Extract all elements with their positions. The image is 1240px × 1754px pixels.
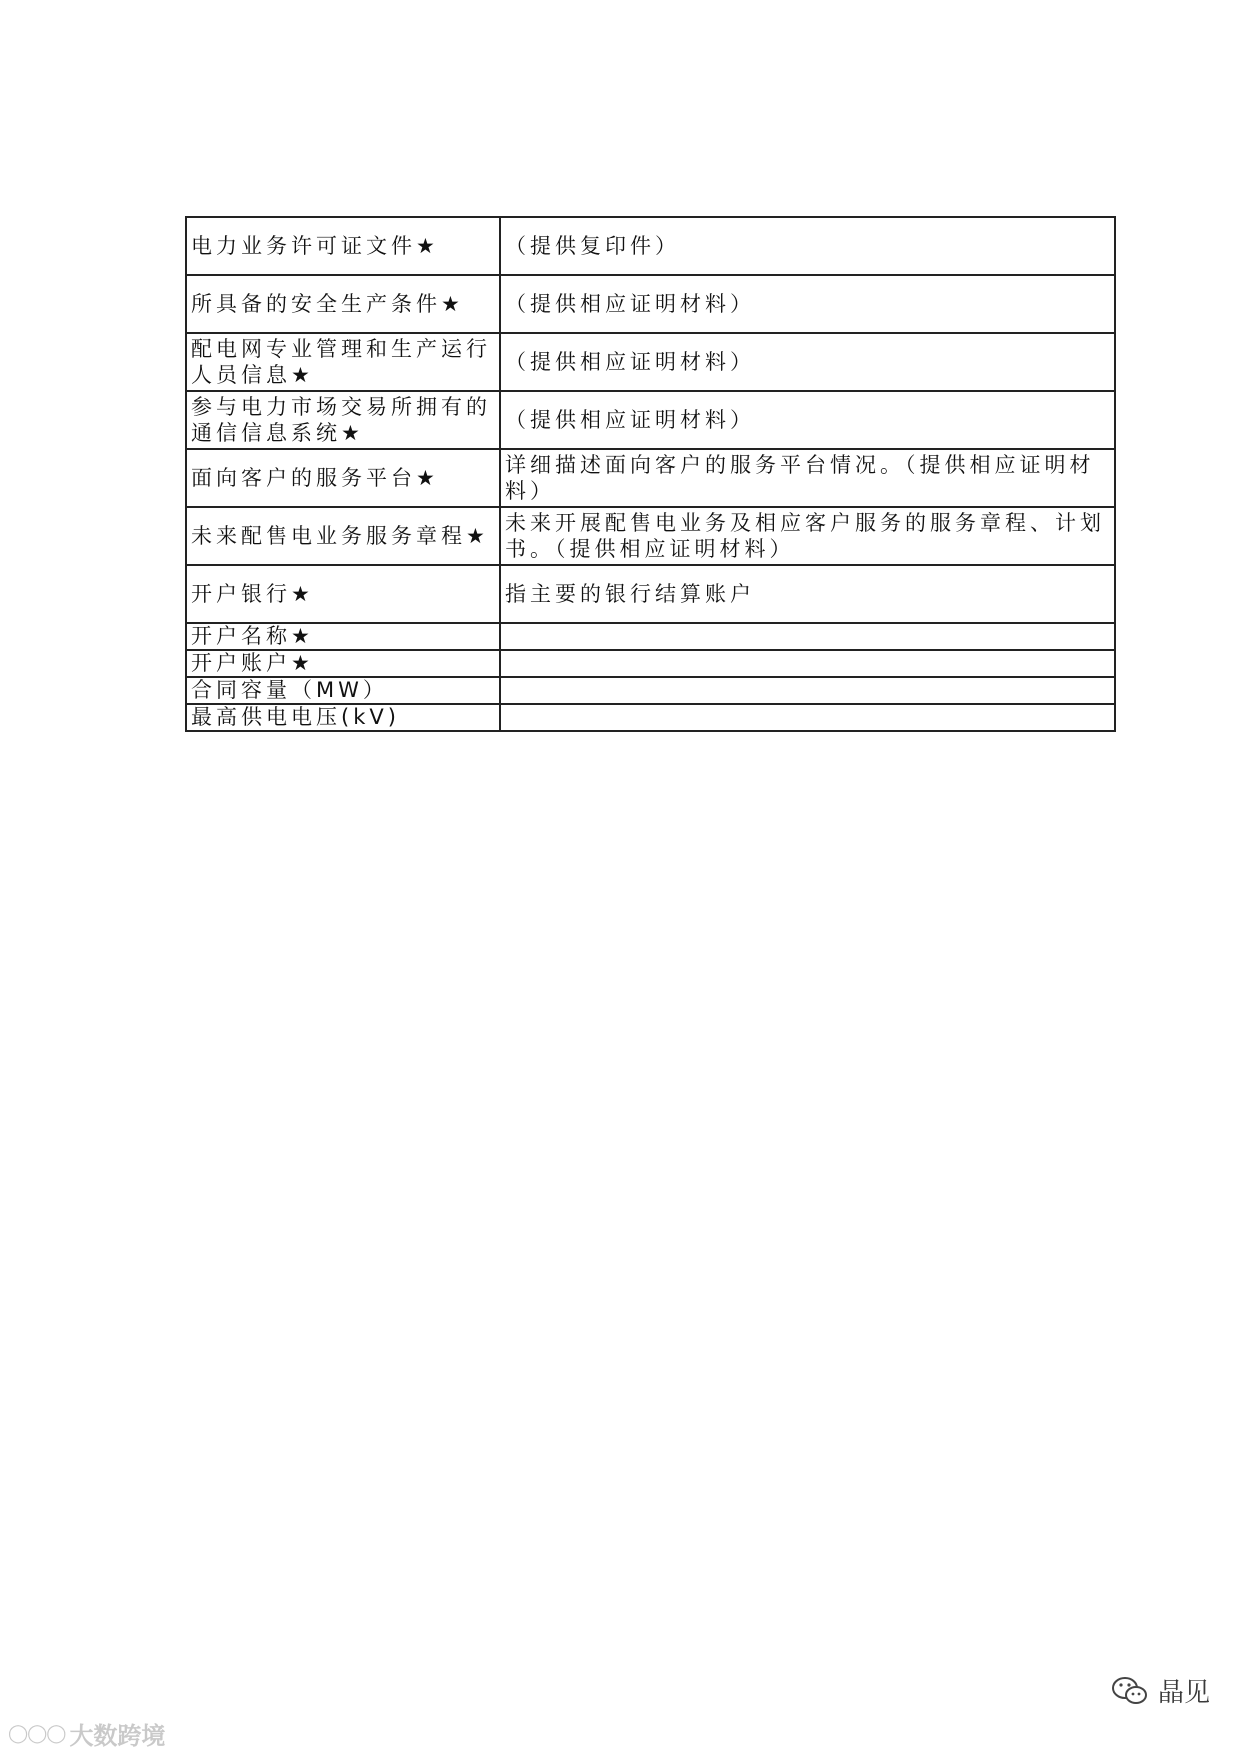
watermark-left (8, 1716, 165, 1751)
row-label: 电力业务许可证文件★ (186, 217, 500, 275)
table-row (186, 333, 1115, 391)
row-value: 指主要的银行结算账户 (500, 565, 1115, 623)
row-value: 详细描述面向客户的服务平台情况。（提供相应证明材料） (500, 449, 1115, 507)
row-label: 配电网专业管理和生产运行人员信息★ (186, 333, 500, 391)
row-value: （提供复印件） (500, 217, 1115, 275)
row-value (500, 677, 1115, 704)
row-label: 最高供电电压(kV) (186, 704, 500, 731)
table-row (186, 623, 1115, 650)
table-row (186, 449, 1115, 507)
row-label: 合同容量（MW） (186, 677, 500, 704)
row-label: 开户账户★ (186, 650, 500, 677)
table-row (186, 677, 1115, 704)
table-row (186, 217, 1115, 275)
table-row (186, 391, 1115, 449)
watermark-right (1110, 1672, 1210, 1709)
row-value (500, 650, 1115, 677)
table-row (186, 565, 1115, 623)
row-value: （提供相应证明材料） (500, 391, 1115, 449)
row-label: 开户名称★ (186, 623, 500, 650)
row-value: （提供相应证明材料） (500, 333, 1115, 391)
watermark-right-text: 晶见 (1158, 1678, 1211, 1708)
watermark-left-text: 大数跨境 (69, 1722, 166, 1750)
row-value: （提供相应证明材料） (500, 275, 1115, 333)
table-row (186, 275, 1115, 333)
table-row (186, 650, 1115, 677)
row-label: 面向客户的服务平台★ (186, 449, 500, 507)
table-row (186, 704, 1115, 731)
row-label: 开户银行★ (186, 565, 500, 623)
row-label: 所具备的安全生产条件★ (186, 275, 500, 333)
row-value (500, 623, 1115, 650)
row-label: 参与电力市场交易所拥有的通信信息系统★ (186, 391, 500, 449)
info-table (185, 216, 1116, 732)
row-value (500, 704, 1115, 731)
dashuju-logo-icon: ◯◯◯ (8, 1723, 66, 1744)
wechat-icon (1110, 1675, 1150, 1707)
table-row (186, 507, 1115, 565)
row-value: 未来开展配售电业务及相应客户服务的服务章程、计划书。（提供相应证明材料） (500, 507, 1115, 565)
row-label: 未来配售电业务服务章程★ (186, 507, 500, 565)
